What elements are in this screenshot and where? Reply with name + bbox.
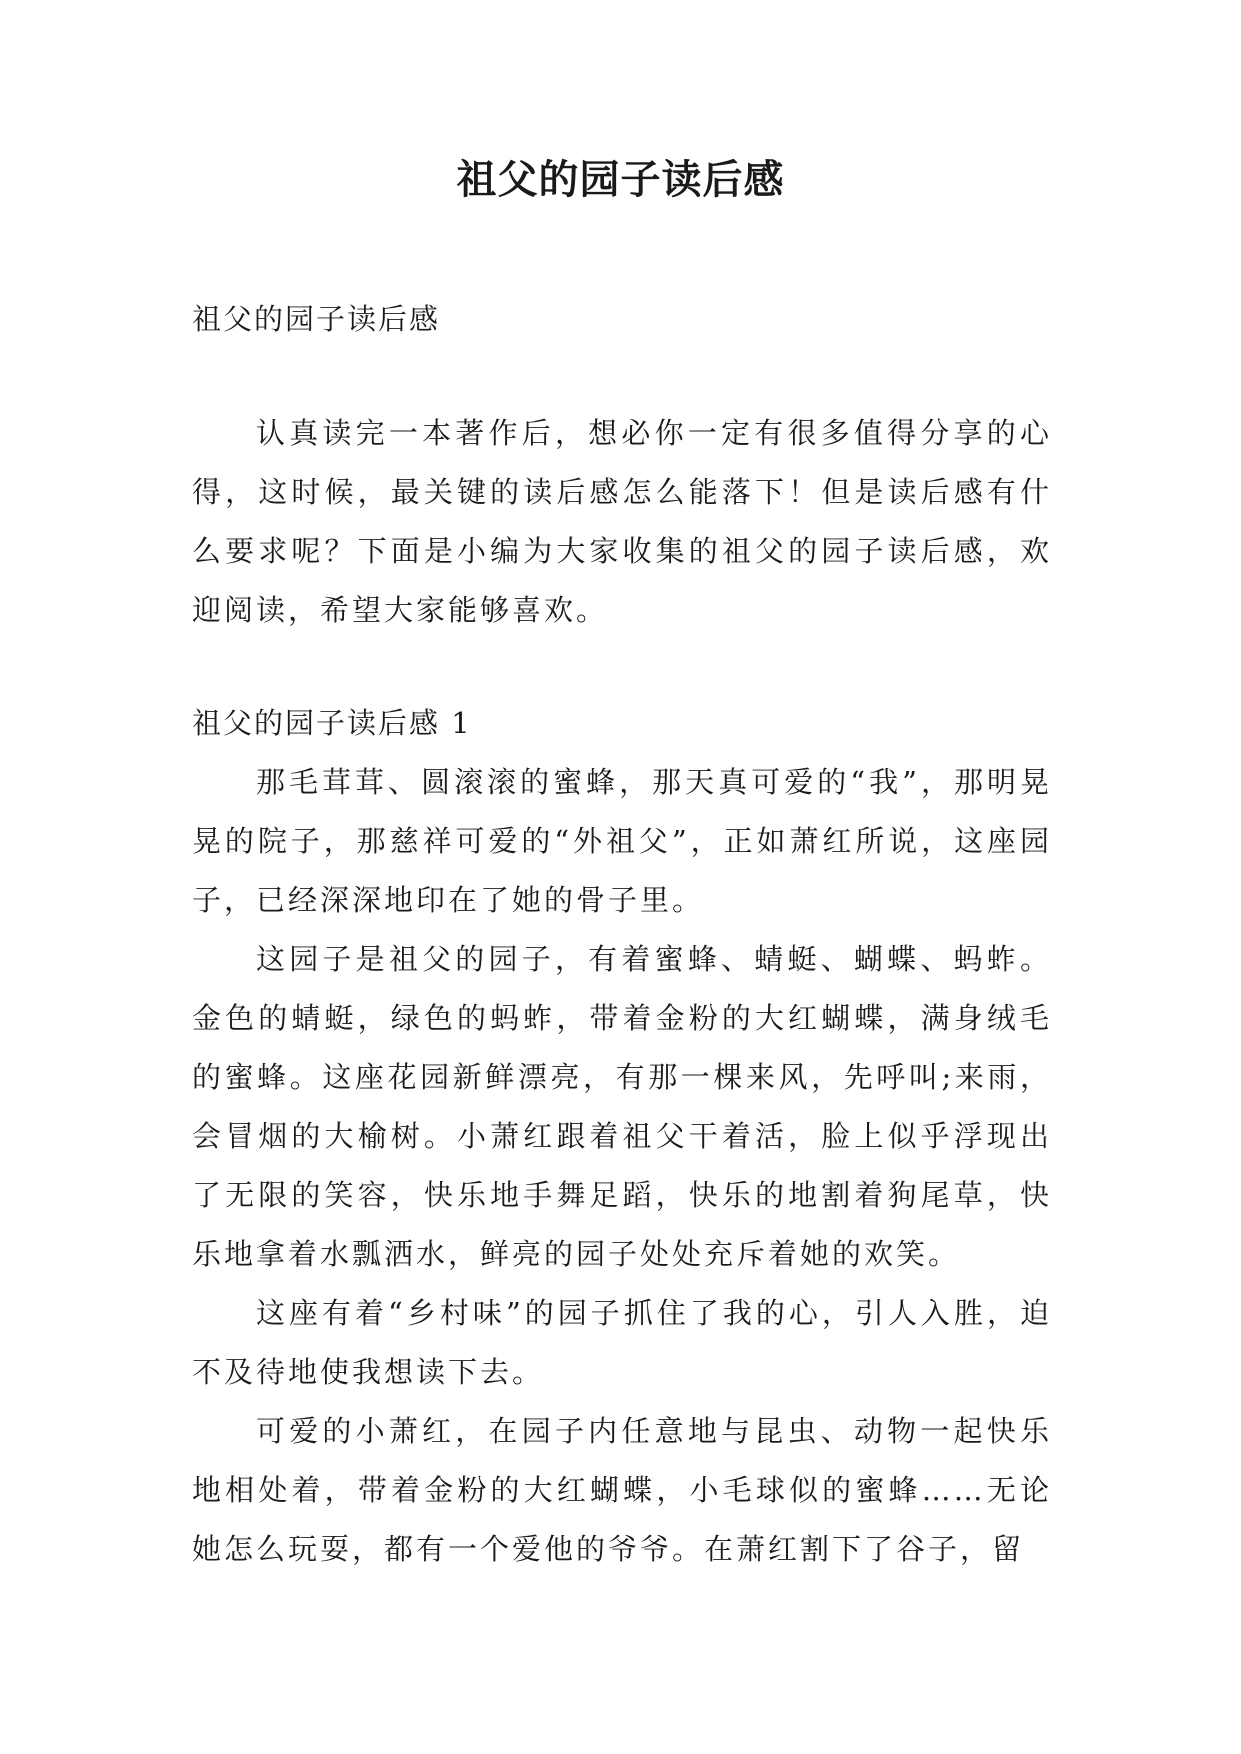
section-heading: 祖父的园子读后感 1 [192, 706, 472, 740]
intro-paragraph: 认真读完一本著作后，想必你一定有很多值得分享的心得，这时候，最关键的读后感怎么能落下！但是读后感有什么要求呢？下面是小编为大家收集的祖父的园子读后感，欢迎阅读，希望大家能够喜欢。 [192, 416, 1052, 627]
section-paragraph-4: 可爱的小萧红，在园子内任意地与昆虫、动物一起快乐地相处着，带着金粉的大红蝴蝶，小毛球似的蜜蜂……无论她怎么玩耍，都有一个爱他的爷爷。在萧红割下了谷子，留 [192, 1414, 1052, 1566]
section-paragraph-3: 这座有着“乡村味”的园子抓住了我的心，引人入胜，迫不及待地使我想读下去。 [192, 1296, 1052, 1389]
section-1 [192, 694, 1052, 1579]
document-subtitle: 祖父的园子读后感 [192, 302, 441, 336]
document-title: 祖父的园子读后感 [456, 156, 785, 203]
section-paragraph-1: 那毛茸茸、圆滚滚的蜜蜂，那天真可爱的“我”，那明晃晃的院子，那慈祥可爱的“外祖父”，正如萧红所说，这座园子，已经深深地印在了她的骨子里。 [192, 765, 1052, 917]
section-paragraph-2: 这园子是祖父的园子，有着蜜蜂、蜻蜓、蝴蝶、蚂蚱。金色的蜻蜓，绿色的蚂蚱，带着金粉的大红蝴蝶，满身绒毛的蜜蜂。这座花园新鲜漂亮，有那一棵来风，先呼叫;来雨，会冒烟的大榆树。小萧红跟着祖父干着活，脸上似乎浮现出了无限的笑容，快乐地手舞足蹈，快乐的地割着狗尾草，快乐地拿着水瓢洒水，鲜亮的园子处处充斥着她的欢笑。 [192, 942, 1052, 1271]
